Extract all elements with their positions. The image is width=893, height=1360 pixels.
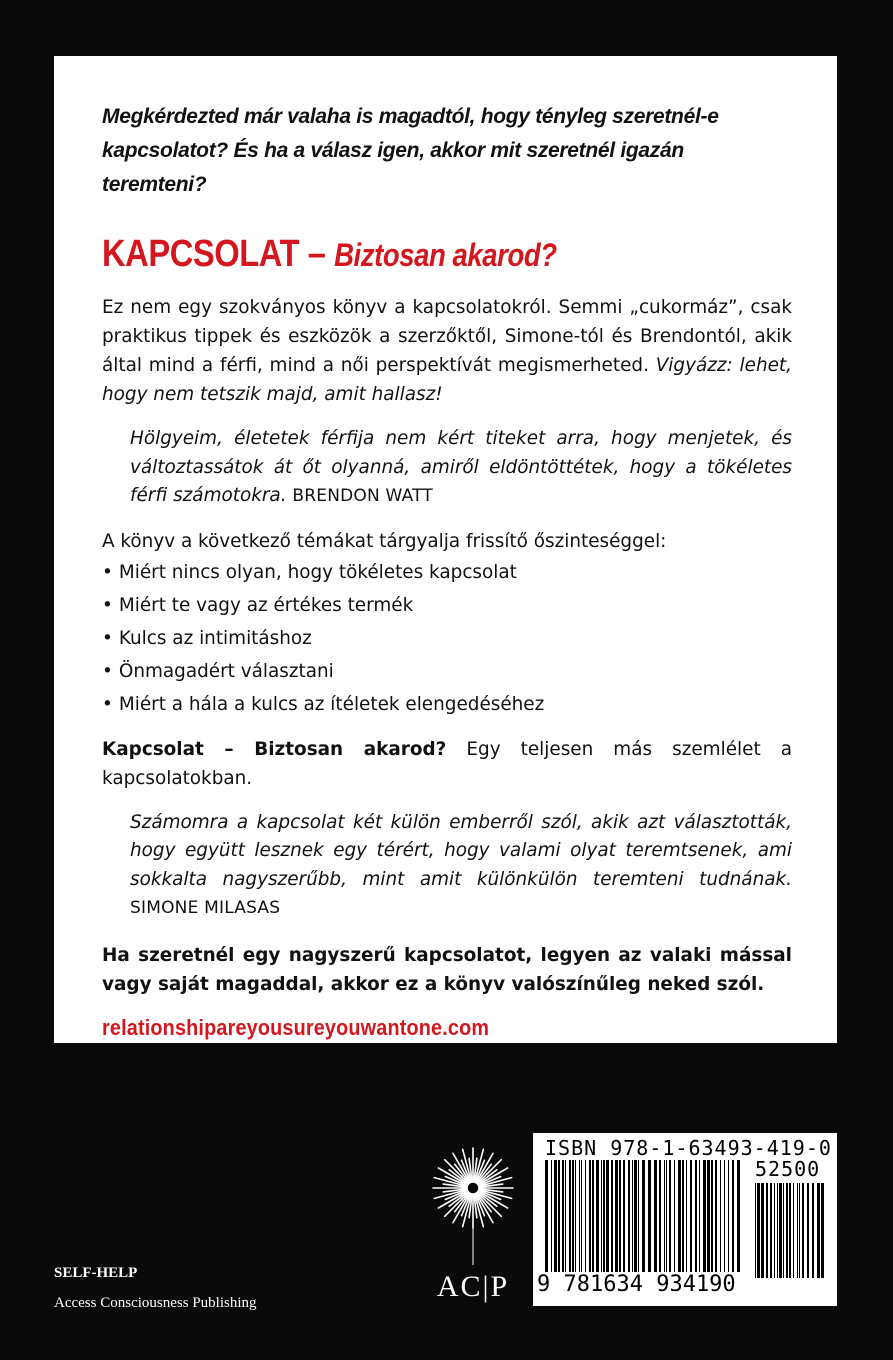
list-item bbox=[102, 688, 792, 721]
topic-text: Kulcs az intimitáshoz bbox=[118, 627, 312, 649]
quote-brendon-text: Hölgyeim, életetek férfija nem kért titeket arra, hogy menjetek, és változtassátok át őt olyanná, amiről eldöntöttétek, hogy a tökéletes férfi számotokra. bbox=[130, 428, 792, 506]
category-label: SELF-HELP bbox=[54, 1265, 138, 1281]
topics-list bbox=[102, 556, 792, 721]
publisher-name: Access Consciousness Publishing bbox=[54, 1295, 257, 1311]
intro-question: Megkérdezted már valaha is magadtól, hogy tényleg szeretnél-e kapcsolatot? És ha a válasz igen, akkor mit szeretnél igazán teremteni? bbox=[102, 105, 719, 196]
topics-lead: A könyv a következő témákat tárgyalja frissítő őszinteséggel: bbox=[102, 530, 667, 552]
description-warning: Vigyázz: lehet, hogy nem tetszik majd, amit hallasz! bbox=[102, 355, 792, 405]
isbn-label: ISBN 978-1-63493-419-0 bbox=[545, 1136, 832, 1160]
ean-digits: 9 781634 934190 bbox=[537, 1272, 740, 1297]
isbn-barcode bbox=[533, 1133, 837, 1306]
description-text: Ez nem egy szokványos könyv a kapcsolatokról. Semmi „cukormáz”, csak praktikus tippek és eszközök a szerzőktől, Simone-tól és Brendontól, akik által mind a férfi, mind a női perspektívát megismerheted. bbox=[102, 297, 792, 376]
bullet: • bbox=[102, 594, 113, 616]
back-cover-text-panel bbox=[54, 56, 837, 1043]
barcode-price-bars bbox=[755, 1183, 827, 1278]
quote-simone-text: Számomra a kapcsolat két külön emberről szól, akik azt választották, hogy együtt lesznek egy térért, hogy valami olyat teremtsenek, ami sokkalta nagyszerűbb, mint amit különkülön teremteni tudnának. bbox=[130, 811, 792, 890]
quote-brendon bbox=[130, 425, 792, 511]
list-item bbox=[102, 556, 792, 589]
topic-text: Önmagadért választani bbox=[118, 660, 334, 682]
topic-text: Miért a hála a kulcs az ítéletek elengedéséhez bbox=[118, 693, 545, 715]
closing-text: Egy teljesen más szemlélet a kapcsolatokban. bbox=[102, 738, 792, 789]
final-statement: Ha szeretnél egy nagyszerű kapcsolatot, legyen az valaki mással vagy saját magaddal, akkor ez a könyv valószínűleg neked szól. bbox=[102, 944, 792, 995]
list-item bbox=[102, 655, 792, 688]
publisher-logo bbox=[418, 1140, 528, 1310]
list-item bbox=[102, 589, 792, 622]
quote-simone-author: SIMONE MILASAS bbox=[130, 898, 281, 918]
title-main: KAPCSOLAT – bbox=[102, 233, 335, 275]
price-code: 52500 bbox=[755, 1157, 821, 1181]
bullet: • bbox=[102, 627, 113, 649]
title-subtitle: Biztosan akarod? bbox=[334, 237, 557, 273]
description bbox=[102, 293, 792, 409]
closing-title: Kapcsolat – Biztosan akarod? bbox=[102, 738, 447, 760]
list-item bbox=[102, 622, 792, 655]
website-link[interactable]: relationshipareyousureyouwantone.com bbox=[102, 1014, 490, 1040]
starburst-icon bbox=[418, 1140, 528, 1270]
bullet: • bbox=[102, 660, 113, 682]
book-title bbox=[102, 232, 695, 277]
barcode-main-bars bbox=[545, 1160, 741, 1278]
quote-brendon-author: BRENDON WATT bbox=[292, 486, 433, 506]
bullet: • bbox=[102, 561, 113, 583]
quote-simone bbox=[130, 809, 792, 923]
logo-text: AC|P bbox=[436, 1270, 510, 1303]
topic-text: Miért nincs olyan, hogy tökéletes kapcsolat bbox=[118, 561, 517, 583]
imprint bbox=[54, 1258, 257, 1318]
bullet: • bbox=[102, 693, 113, 715]
closing-statement bbox=[102, 735, 792, 793]
topic-text: Miért te vagy az értékes termék bbox=[118, 594, 414, 616]
